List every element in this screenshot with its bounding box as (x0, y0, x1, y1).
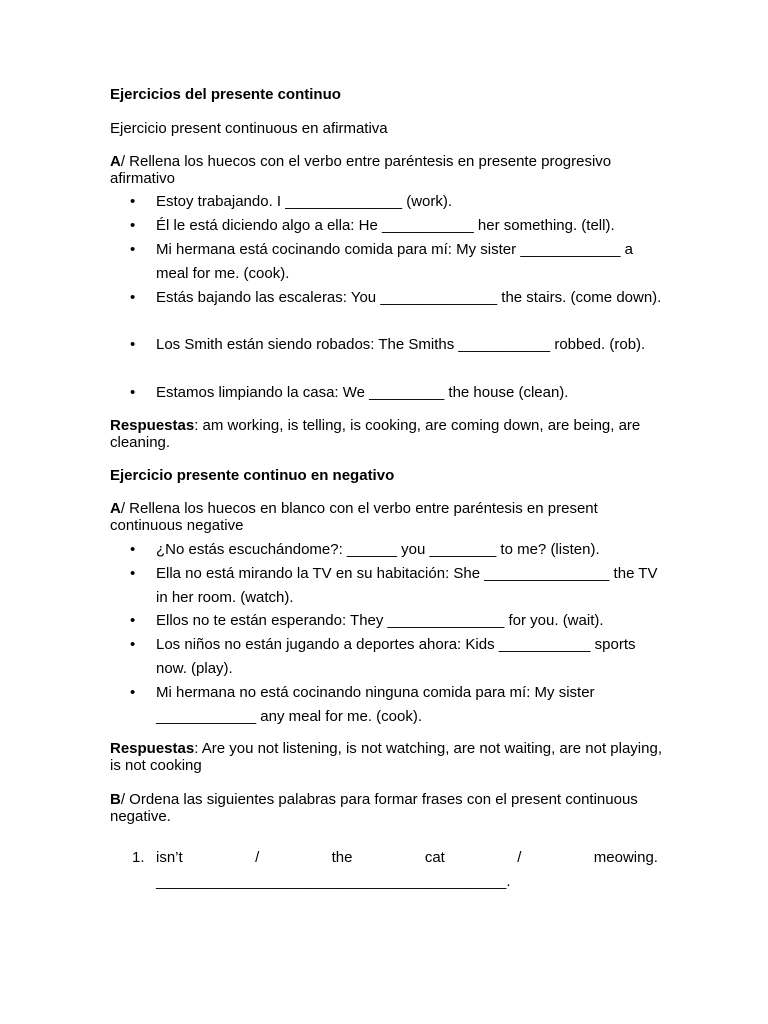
list-item-text: Estoy trabajando. I ______________ (work). (156, 193, 453, 210)
answers-label: Respuestas (110, 740, 195, 757)
list-item-text: Los niños no están jugando a deportes ahora: Kids ___________ sports now. (play). (156, 636, 636, 677)
section2-instruction (110, 500, 670, 534)
word: isn’t (156, 849, 183, 866)
instruction-label: A (110, 153, 121, 170)
answers-text: : am working, is telling, is cooking, are coming down, are being, are cleaning. (110, 417, 641, 451)
answers-label: Respuestas (110, 417, 195, 434)
list-item-text: Mi hermana está cocinando comida para mí: My sister ____________ a meal for me. (cook). (156, 241, 633, 282)
instruction-text: / Rellena los huecos en blanco con el verbo entre paréntesis en present continuous negative (110, 500, 598, 534)
list-item-text: Estamos limpiando la casa: We _________ the house (clean). (156, 384, 569, 401)
answers-text: : Are you not listening, is not watching, are not waiting, are not playing, is not cooking (110, 740, 662, 774)
list-item-text: Estás bajando las escaleras: You ______________ the stairs. (come down). (156, 289, 662, 306)
bullet-icon: • (130, 193, 136, 210)
answer-blank: __________________________________________. (156, 873, 511, 890)
instruction-label: B (110, 791, 121, 808)
bullet-icon: • (130, 684, 136, 701)
instruction-label: A (110, 500, 121, 517)
bullet-icon: • (130, 384, 136, 401)
section2-answers (110, 740, 670, 774)
word: cat (424, 849, 445, 866)
instruction-text: / Rellena los huecos con el verbo entre paréntesis en presente progresivo afirmativo (110, 153, 612, 187)
item-number: 1. (132, 849, 145, 866)
section1-answers (110, 417, 670, 451)
bullet-icon: • (130, 336, 136, 353)
section3-instruction (110, 791, 670, 825)
bullet-icon: • (130, 217, 136, 234)
bullet-icon: • (130, 289, 136, 306)
word: meowing. (593, 849, 658, 866)
bullet-icon: • (130, 541, 136, 558)
list-item-text: Ellos no te están esperando: They ______________ for you. (wait). (156, 612, 604, 629)
word-sequence (156, 846, 658, 870)
list-item-text: ¿No estás escuchándome?: ______ you ________ to me? (listen). (156, 541, 600, 558)
word: the (331, 849, 353, 866)
list-item-text: Mi hermana no está cocinando ninguna comida para mí: My sister ____________ any meal for me. (cook). (156, 684, 595, 725)
section2-heading: Ejercicio presente continuo en negativo (110, 467, 395, 484)
bullet-icon: • (130, 565, 136, 582)
bullet-icon: • (130, 241, 136, 258)
instruction-text: / Ordena las siguientes palabras para formar frases con el present continuous negative. (110, 791, 638, 825)
section1-heading: Ejercicio present continuous en afirmativa (110, 120, 388, 137)
list-item-text: Él le está diciendo algo a ella: He ___________ her something. (tell). (156, 217, 615, 234)
list-item-text: Los Smith están siendo robados: The Smiths ___________ robbed. (rob). (156, 336, 646, 353)
section1-instruction (110, 153, 670, 187)
word: / (517, 849, 522, 866)
bullet-icon: • (130, 636, 136, 653)
list-item-text: Ella no está mirando la TV en su habitación: She _______________ the TV in her room. (watch). (156, 565, 658, 606)
document-title: Ejercicios del presente continuo (110, 86, 341, 103)
bullet-icon: • (130, 612, 136, 629)
word: / (255, 849, 260, 866)
